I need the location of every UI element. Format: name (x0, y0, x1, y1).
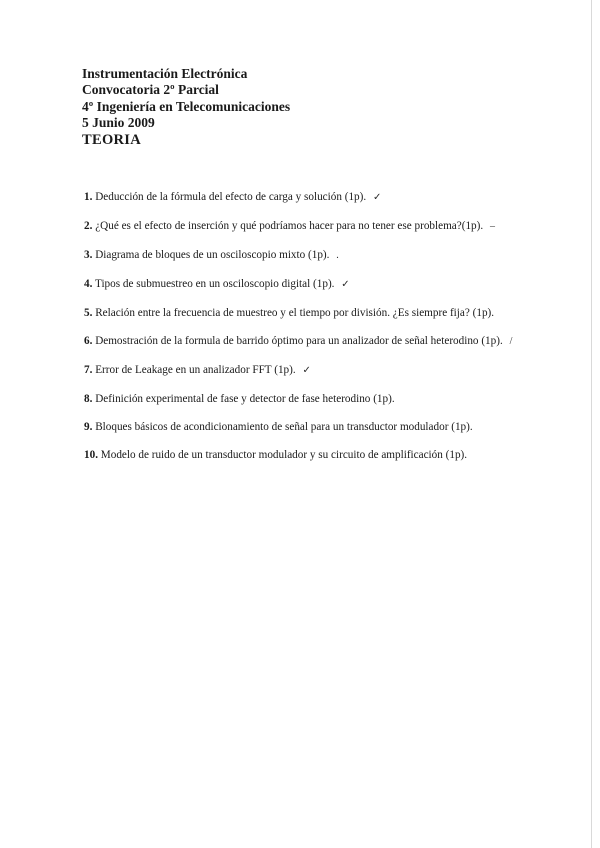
question-number: 4. (84, 278, 93, 290)
question-text: Relación entre la frecuencia de muestreo y el tiempo por división. ¿Es siempre fija? (1p). (95, 307, 495, 319)
question-number: 8. (84, 393, 93, 405)
question-number: 7. (84, 364, 93, 376)
question-text: ¿Qué es el efecto de inserción y qué podríamos hacer para no tener ese problema?(1p). (95, 220, 484, 232)
question-item (84, 363, 524, 378)
question-number: 6. (84, 335, 93, 347)
check-mark-icon: ✓ (302, 365, 311, 376)
question-item (84, 392, 524, 406)
question-text: Demostración de la formula de barrido óptimo para un analizador de señal heterodino (1p). (95, 335, 503, 347)
question-item (84, 420, 524, 434)
exam-date: 5 Junio 2009 (82, 115, 155, 131)
question-number: 10. (84, 449, 98, 461)
dot-mark-icon: . (336, 250, 339, 261)
question-text: Bloques básicos de acondicionamiento de señal para un transductor modulador (1p). (95, 421, 473, 433)
section-title: TEORIA (82, 131, 142, 148)
question-text: Error de Leakage en un analizador FFT (1p). (95, 364, 296, 376)
question-number: 2. (84, 220, 93, 232)
question-item (84, 248, 524, 263)
course-title: Instrumentación Electrónica (82, 66, 248, 81)
question-item (84, 277, 524, 292)
question-item (84, 190, 524, 205)
check-mark-icon: ✓ (341, 279, 350, 290)
question-number: 3. (84, 249, 93, 261)
dash-mark-icon: – (489, 221, 495, 232)
question-text: Tipos de submuestreo en un osciloscopio digital (1p). (95, 278, 335, 290)
question-text: Diagrama de bloques de un osciloscopio mixto (1p). (95, 249, 330, 261)
scan-edge-line (591, 0, 592, 848)
question-item (84, 306, 524, 320)
exam-session: Convocatoria 2º Parcial (82, 82, 219, 98)
question-text: Modelo de ruido de un transductor modulador y su circuito de amplificación (1p). (100, 449, 468, 461)
question-number: 9. (84, 421, 93, 433)
question-item (84, 219, 524, 234)
question-item (84, 334, 524, 349)
question-text: Definición experimental de fase y detector de fase heterodino (1p). (95, 393, 395, 405)
question-list (84, 190, 524, 476)
question-number: 5. (84, 307, 93, 319)
check-mark-icon: ✓ (372, 192, 382, 203)
question-item (84, 448, 524, 462)
degree-name: 4º Ingeniería en Telecomunicaciones (82, 98, 291, 114)
slash-mark-icon: / (509, 336, 513, 347)
question-number: 1. (84, 191, 93, 203)
exam-header (82, 66, 290, 149)
question-text: Deducción de la fórmula del efecto de carga y solución (1p). (95, 191, 367, 203)
